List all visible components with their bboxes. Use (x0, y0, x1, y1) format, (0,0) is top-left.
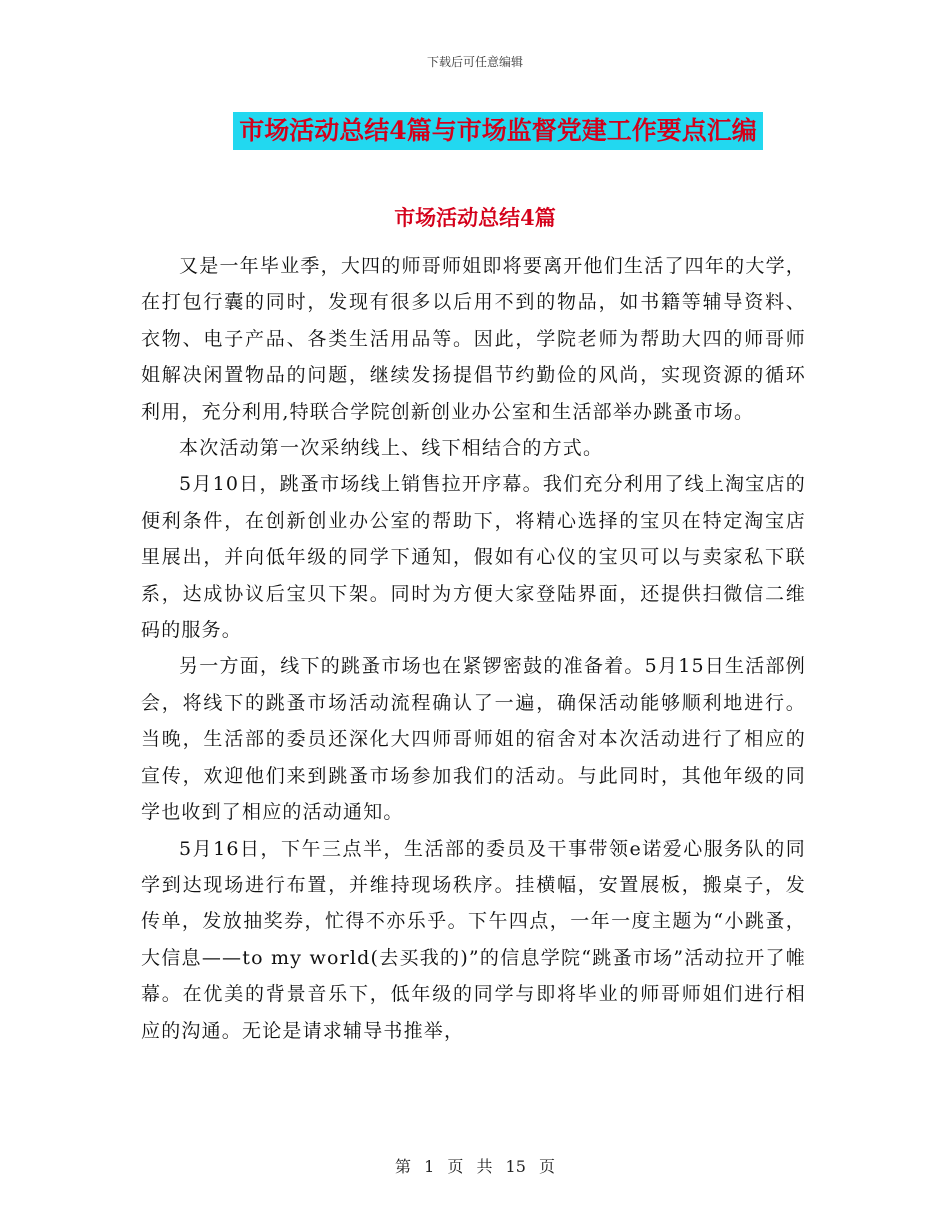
document-title-container (0, 112, 950, 150)
page-footer: 第 1 页 共 15 页 (395, 1157, 555, 1176)
section-title: 市场活动总结4篇 (394, 205, 556, 230)
paragraph: 又是一年毕业季，大四的师哥师姐即将要离开他们生活了四年的大学，在打包行囊的同时，发现有很多以后用不到的物品，如书籍等辅导资料、衣物、电子产品、各类生活用品等。因此，学院老师为帮助大四的师哥师姐解决闲置物品的问题，继续发扬提倡节约勤俭的风尚，实现资源的循环利用，充分利用,特联合学院创新创业办公室和生活部举办跳蚤市场。 (141, 255, 806, 423)
paragraph: 本次活动第一次采纳线上、线下相结合的方式。 (179, 437, 604, 460)
paragraph: 另一方面，线下的跳蚤市场也在紧锣密鼓的准备着。5月15日生活部例会，将线下的跳蚤市场活动流程确认了一遍，确保活动能够顺利地进行。当晚，生活部的委员还深化大四师哥师姐的宿舍对本次活动进行了相应的宣传，欢迎他们来到跳蚤市场参加我们的活动。与此同时，其他年级的同学也收到了相应的活动通知。 (141, 655, 806, 824)
paragraph: 5月10日，跳蚤市场线上销售拉开序幕。我们充分利用了线上淘宝店的便利条件，在创新创业办公室的帮助下，将精心选择的宝贝在特定淘宝店里展出，并向低年级的同学下通知，假如有心仪的宝贝可以与卖家私下联系，达成协议后宝贝下架。同时为方便大家登陆界面，还提供扫微信二维码的服务。 (141, 473, 806, 642)
document-body (141, 248, 806, 1049)
header-note: 下载后可任意编辑 (426, 55, 523, 69)
document-title: 市场活动总结4篇与市场监督党建工作要点汇编 (233, 112, 762, 150)
paragraph: 5月16日，下午三点半，生活部的委员及干事带领e诺爱心服务队的同学到达现场进行布置，并维持现场秩序。挂横幅，安置展板，搬桌子，发传单，发放抽奖券，忙得不亦乐乎。下午四点，一年一度主题为“小跳蚤，大信息——to my world(去买我的)”的信息学院“跳蚤市场”活动拉开了帷幕。在优美的背景音乐下，低年级的同学与即将毕业的师哥师姐们进行相应的沟通。无论是请求辅导书推举， (141, 837, 806, 1042)
